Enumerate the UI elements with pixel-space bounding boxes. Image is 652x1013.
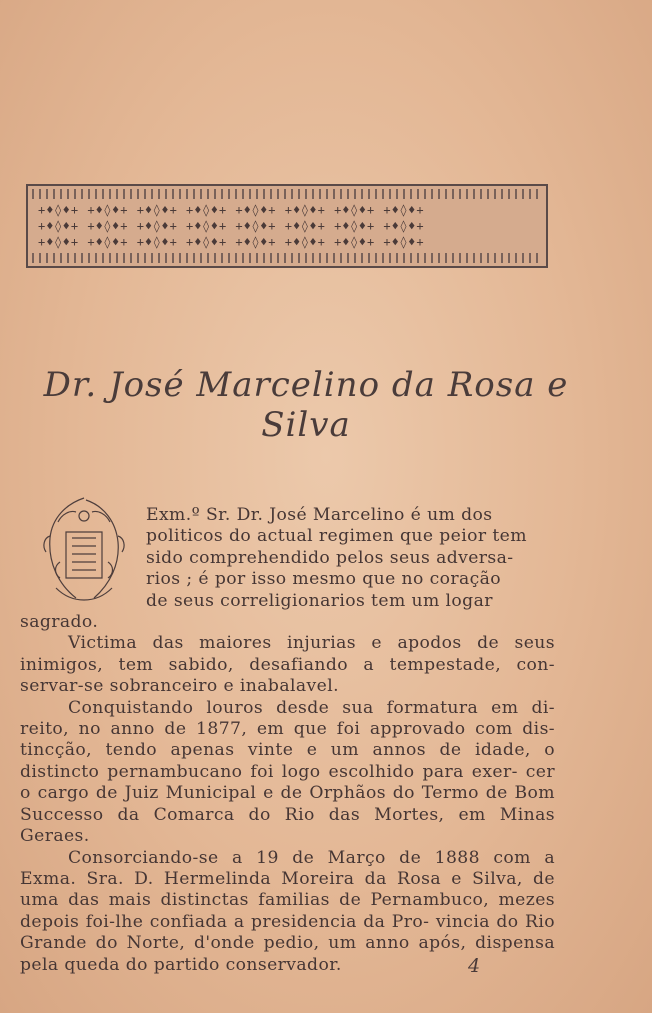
text-line: Exm.º Sr. Dr. José Marcelino é um dos (146, 505, 493, 525)
ornament-top-band (32, 189, 542, 199)
ornament-pattern (38, 202, 536, 250)
paragraph: Conquistando louros desde sua formatura em di- reito, no anno de 1877, em que foi approvado com dis- tincção, tendo apenas vinte e um annos de idade, o distincto pernambucano foi logo escolhido para exer- cer o cargo de Juiz Municipal e de Orphãos do Termo de Bom Successo da Comarca do Rio das Mortes, em Minas Geraes. (20, 697, 555, 847)
ornamental-header-band (26, 184, 548, 268)
paragraph: Victima das maiores injurias e apodos de seus inimigos, tem sabido, desafiando a tempestade, con- servar-se sobranceiro e inabalavel. (20, 633, 555, 697)
text-line: sido comprehendido pelos seus adversa- (146, 547, 514, 568)
paragraph: Consorciando-se a 19 de Março de 1888 com a Exma. Sra. D. Hermelinda Moreira da Rosa e Silva, de uma das mais distinctas familias de Pernambuco, mezes depois foi-lhe confiada a presidencia da Pro- vincia do Rio Grande do Norte, d'onde pedio, um anno após, dispensa pela queda do partido conservador. (20, 847, 555, 975)
ornament-bottom-band (32, 253, 542, 263)
paragraph-intro (20, 505, 555, 612)
ornament-row: +♦◊♦+ +♦◊♦+ +♦◊♦+ +♦◊♦+ +♦◊♦+ +♦◊♦+ +♦◊♦+ +♦◊♦+ (38, 203, 425, 217)
text-line: sagrado. (20, 612, 99, 633)
page-title: Dr. José Marcelino da Rosa e Silva (43, 365, 569, 445)
body-text (20, 505, 555, 976)
ornament-row: +♦◊♦+ +♦◊♦+ +♦◊♦+ +♦◊♦+ +♦◊♦+ +♦◊♦+ +♦◊♦+ +♦◊♦+ (38, 235, 425, 249)
text-line: rios ; é por isso mesmo que no coração (146, 569, 502, 590)
page-number: 4 (468, 955, 481, 977)
ornament-row: +♦◊♦+ +♦◊♦+ +♦◊♦+ +♦◊♦+ +♦◊♦+ +♦◊♦+ +♦◊♦+ +♦◊♦+ (38, 219, 425, 233)
text-line: politicos do actual regimen que peior tem (146, 526, 527, 547)
text-line: de seus correligionarios tem um logar (146, 590, 493, 611)
